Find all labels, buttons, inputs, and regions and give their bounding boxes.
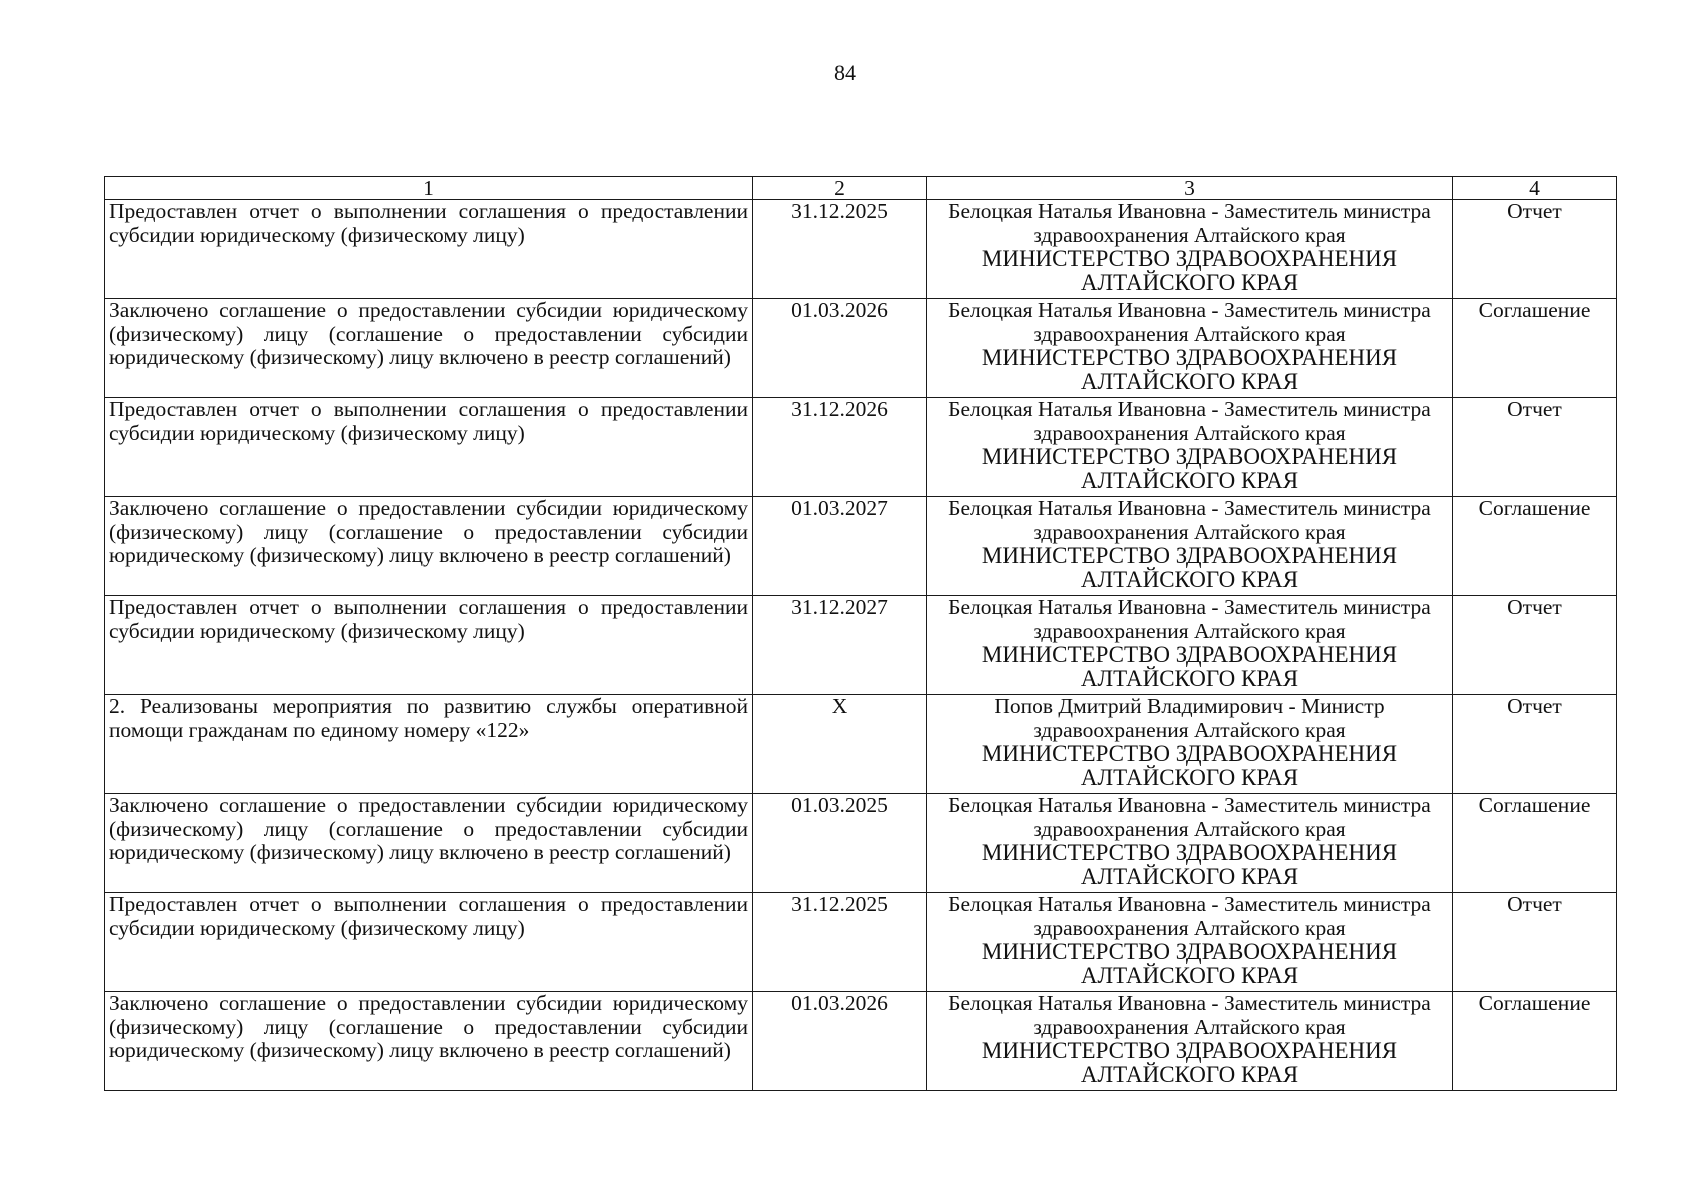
row-responsible: [927, 596, 1453, 695]
row-date: 01.03.2025: [753, 794, 927, 893]
row-description: Предоставлен отчет о выполнении соглашения о предоставлении субсидии юридическому (физическому лицу): [105, 398, 753, 497]
responsible-person: Белоцкая Наталья Ивановна - Заместитель министра здравоохранения Алтайского края: [948, 496, 1431, 544]
row-document-type: Соглашение: [1453, 794, 1617, 893]
row-responsible: [927, 200, 1453, 299]
row-responsible: [927, 299, 1453, 398]
responsible-organization: МИНИСТЕРСТВО ЗДРАВООХРАНЕНИЯ АЛТАЙСКОГО КРАЯ: [981, 1038, 1398, 1087]
responsible-person: Белоцкая Наталья Ивановна - Заместитель министра здравоохранения Алтайского края: [948, 199, 1431, 247]
row-description: Предоставлен отчет о выполнении соглашения о предоставлении субсидии юридическому (физическому лицу): [105, 200, 753, 299]
row-responsible: [927, 794, 1453, 893]
row-description: Заключено соглашение о предоставлении субсидии юридическому (физическому) лицу (соглашение о предоставлении субсидии юридическому (физическому) лицу включено в реестр соглашений): [105, 794, 753, 893]
responsible-organization: МИНИСТЕРСТВО ЗДРАВООХРАНЕНИЯ АЛТАЙСКОГО КРАЯ: [981, 939, 1398, 988]
row-responsible: [927, 893, 1453, 992]
row-description: 2. Реализованы мероприятия по развитию службы оперативной помощи гражданам по единому номеру «122»: [105, 695, 753, 794]
table-row: [105, 794, 1617, 893]
row-date: 01.03.2026: [753, 299, 927, 398]
responsible-organization: МИНИСТЕРСТВО ЗДРАВООХРАНЕНИЯ АЛТАЙСКОГО КРАЯ: [981, 741, 1398, 790]
row-date: X: [753, 695, 927, 794]
row-date: 31.12.2027: [753, 596, 927, 695]
row-description: Предоставлен отчет о выполнении соглашения о предоставлении субсидии юридическому (физическому лицу): [105, 893, 753, 992]
responsible-organization: МИНИСТЕРСТВО ЗДРАВООХРАНЕНИЯ АЛТАЙСКОГО КРАЯ: [981, 543, 1398, 592]
table-row: [105, 200, 1617, 299]
table-row: [105, 398, 1617, 497]
row-description: Заключено соглашение о предоставлении субсидии юридическому (физическому) лицу (соглашение о предоставлении субсидии юридическому (физическому) лицу включено в реестр соглашений): [105, 299, 753, 398]
row-description: Предоставлен отчет о выполнении соглашения о предоставлении субсидии юридическому (физическому лицу): [105, 596, 753, 695]
row-document-type: Соглашение: [1453, 992, 1617, 1091]
row-responsible: [927, 695, 1453, 794]
row-document-type: Отчет: [1453, 200, 1617, 299]
plan-table: [104, 176, 1617, 1091]
row-description: Заключено соглашение о предоставлении субсидии юридическому (физическому) лицу (соглашение о предоставлении субсидии юридическому (физическому) лицу включено в реестр соглашений): [105, 992, 753, 1091]
row-date: 31.12.2026: [753, 398, 927, 497]
responsible-organization: МИНИСТЕРСТВО ЗДРАВООХРАНЕНИЯ АЛТАЙСКОГО КРАЯ: [981, 840, 1398, 889]
responsible-person: Белоцкая Наталья Ивановна - Заместитель министра здравоохранения Алтайского края: [948, 793, 1431, 841]
responsible-person: Белоцкая Наталья Ивановна - Заместитель министра здравоохранения Алтайского края: [948, 298, 1431, 346]
row-document-type: Соглашение: [1453, 497, 1617, 596]
table-row: [105, 596, 1617, 695]
responsible-person: Попов Дмитрий Владимирович - Министр здравоохранения Алтайского края: [994, 694, 1385, 742]
table-row: [105, 992, 1617, 1091]
row-description: Заключено соглашение о предоставлении субсидии юридическому (физическому) лицу (соглашение о предоставлении субсидии юридическому (физическому) лицу включено в реестр соглашений): [105, 497, 753, 596]
responsible-person: Белоцкая Наталья Ивановна - Заместитель министра здравоохранения Алтайского края: [948, 892, 1431, 940]
col-header-4: 4: [1453, 177, 1617, 200]
table-row: [105, 695, 1617, 794]
row-responsible: [927, 992, 1453, 1091]
responsible-organization: МИНИСТЕРСТВО ЗДРАВООХРАНЕНИЯ АЛТАЙСКОГО КРАЯ: [981, 345, 1398, 394]
row-date: 31.12.2025: [753, 200, 927, 299]
row-date: 01.03.2026: [753, 992, 927, 1091]
col-header-1: 1: [105, 177, 753, 200]
table-row: [105, 893, 1617, 992]
row-document-type: Соглашение: [1453, 299, 1617, 398]
responsible-person: Белоцкая Наталья Ивановна - Заместитель министра здравоохранения Алтайского края: [948, 991, 1431, 1039]
row-document-type: Отчет: [1453, 596, 1617, 695]
responsible-person: Белоцкая Наталья Ивановна - Заместитель министра здравоохранения Алтайского края: [948, 595, 1431, 643]
responsible-organization: МИНИСТЕРСТВО ЗДРАВООХРАНЕНИЯ АЛТАЙСКОГО КРАЯ: [981, 444, 1398, 493]
col-header-2: 2: [753, 177, 927, 200]
col-header-3: 3: [927, 177, 1453, 200]
responsible-organization: МИНИСТЕРСТВО ЗДРАВООХРАНЕНИЯ АЛТАЙСКОГО КРАЯ: [981, 246, 1398, 295]
row-date: 01.03.2027: [753, 497, 927, 596]
table-row: [105, 497, 1617, 596]
page-number: 84: [834, 60, 856, 85]
row-document-type: Отчет: [1453, 893, 1617, 992]
row-responsible: [927, 398, 1453, 497]
responsible-person: Белоцкая Наталья Ивановна - Заместитель министра здравоохранения Алтайского края: [948, 397, 1431, 445]
responsible-organization: МИНИСТЕРСТВО ЗДРАВООХРАНЕНИЯ АЛТАЙСКОГО КРАЯ: [981, 642, 1398, 691]
row-date: 31.12.2025: [753, 893, 927, 992]
header-row: [105, 177, 1617, 200]
row-document-type: Отчет: [1453, 398, 1617, 497]
row-responsible: [927, 497, 1453, 596]
row-document-type: Отчет: [1453, 695, 1617, 794]
table-row: [105, 299, 1617, 398]
